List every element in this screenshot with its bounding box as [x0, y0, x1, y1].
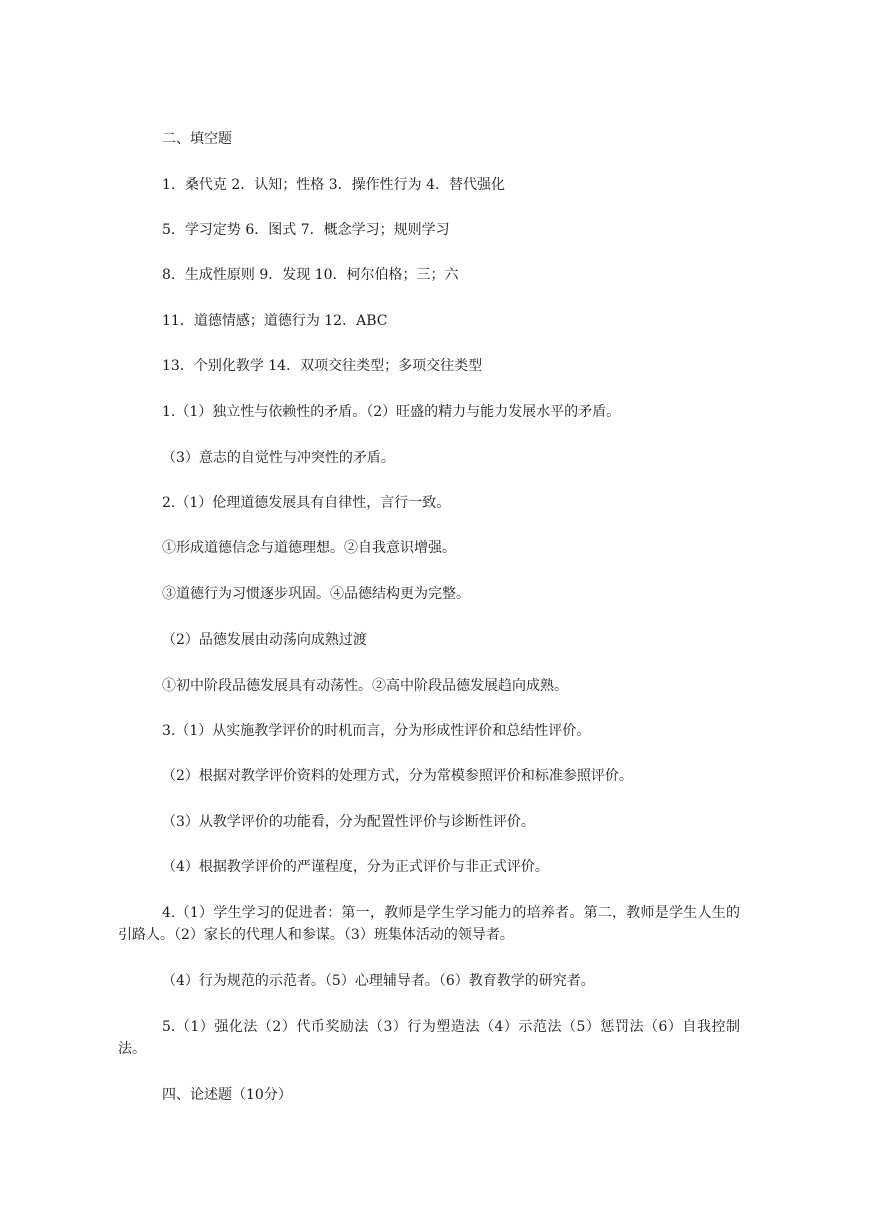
section-heading-fill-in: 二、填空题 — [162, 131, 232, 147]
answer-line: 13．个别化教学 14．双项交往类型；多项交往类型 — [162, 358, 483, 374]
answer-line: 8．生成性原则 9．发现 10．柯尔伯格；三；六 — [162, 267, 459, 283]
answer-line: （4）根据教学评价的严谨程度，分为正式评价与非正式评价。 — [162, 859, 549, 875]
answer-line: 1.（1）独立性与依赖性的矛盾。（2）旺盛的精力与能力发展水平的矛盾。 — [162, 404, 621, 420]
answer-line: （4）行为规范的示范者。（5）心理辅导者。（6）教育教学的研究者。 — [162, 973, 595, 989]
answer-line: 5．学习定势 6．图式 7．概念学习；规则学习 — [162, 222, 450, 238]
answer-paragraph: 4.（1）学生学习的促进者：第一，教师是学生学习能力的培养者。第二，教师是学生人生的引路人。（2）家长的代理人和参谋。（3）班集体活动的领导者。 — [118, 905, 740, 943]
answer-line: 2.（1）伦理道德发展具有自律性，言行一致。 — [162, 495, 451, 511]
answer-line: ③道德行为习惯逐步巩固。④品德结构更为完整。 — [162, 586, 470, 602]
answer-line: 1．桑代克 2．认知；性格 3．操作性行为 4．替代强化 — [162, 177, 505, 193]
answer-line: 3.（1）从实施教学评价的时机而言，分为形成性评价和总结性评价。 — [162, 723, 591, 739]
answer-line: 11．道德情感；道德行为 12．ABC — [162, 313, 388, 329]
answer-line: （3）意志的自觉性与冲突性的矛盾。 — [162, 450, 395, 466]
answer-line: ①形成道德信念与道德理想。②自我意识增强。 — [162, 540, 456, 556]
answer-line: ①初中阶段品德发展具有动荡性。②高中阶段品德发展趋向成熟。 — [162, 678, 568, 694]
answer-line: （2）品德发展由动荡向成熟过渡 — [162, 632, 367, 648]
answer-paragraph: 5.（1）强化法（2）代币奖励法（3）行为塑造法（4）示范法（5）惩罚法（6）自我控制法。 — [118, 1019, 740, 1057]
answer-line: （2）根据对教学评价资料的处理方式，分为常模参照评价和标准参照评价。 — [162, 768, 633, 784]
section-heading-essay: 四、论述题（10分） — [162, 1087, 292, 1103]
answer-line: （3）从教学评价的功能看，分为配置性评价与诊断性评价。 — [162, 814, 535, 830]
